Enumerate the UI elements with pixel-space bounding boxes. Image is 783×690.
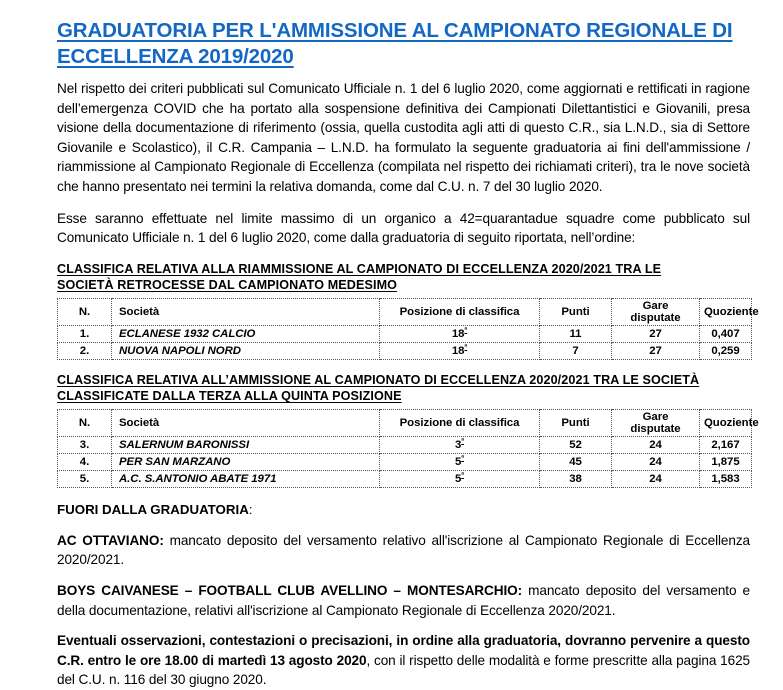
cell-n: 3. (58, 436, 112, 453)
cell-gare: 24 (612, 453, 700, 470)
excluded-entry-reason: mancato deposito del versamento e della documentazione, relativi all'iscrizione al Campionato Regionale di Eccellenza 2020/2021. (57, 582, 750, 618)
cell-quoziente: 1,875 (700, 453, 752, 470)
col-header-quoziente: Quoziente (700, 298, 752, 325)
col-header-posizione: Posizione di classifica (380, 298, 540, 325)
cell-punti: 11 (540, 325, 612, 342)
cell-gare: 24 (612, 470, 700, 487)
table-row (58, 342, 752, 359)
col-header-gare: Gare disputate (612, 298, 700, 325)
ordinal-indicator: ª (461, 435, 465, 445)
table-row (58, 436, 752, 453)
intro-paragraph-2: Esse saranno effettuate nel limite massimo di un organico a 42=quarantadue squadre come pubblicato sul Comunicato Ufficiale n. 1 del 6 luglio 2020, come dalla graduatoria di seguito riportata, nell’ordine: (57, 210, 750, 246)
col-header-quoziente: Quoziente (700, 409, 752, 436)
ordinal-indicator: ª (464, 341, 468, 351)
cell-quoziente: 1,583 (700, 470, 752, 487)
cell-gare: 27 (612, 342, 700, 359)
excluded-heading-label: FUORI DALLA GRADUATORIA (57, 501, 249, 517)
col-header-punti: Punti (540, 409, 612, 436)
posizione-value: 3 (454, 438, 462, 451)
page-title (57, 18, 750, 70)
cell-quoziente: 0,407 (700, 325, 752, 342)
table-riammissione (57, 298, 759, 360)
section-heading-riammissione-line-1: CLASSIFICA RELATIVA ALLA RIAMMISSIONE AL CAMPIONATO DI ECCELLENZA 2020/2021 TRA LE (57, 261, 662, 276)
section-heading-riammissione-line-2: SOCIETÀ RETROCESSE DAL CAMPIONATO MEDESIMO (57, 278, 398, 293)
cell-posizione (380, 325, 540, 342)
intro-paragraph-1: Nel rispetto dei criteri pubblicati sul Comunicato Ufficiale n. 1 del 6 luglio 2020, come aggiornati e rettificati in ragione dell’emergenza COVID che ha portato alla sospensione definitiva dei Campionati Dilettantistici e Giovanili, presa visione della documentazione di riferimento (ossia, quella custodita agli atti di questo C.R., sia L.N.D., sia di Settore Giovanile e Scolastico), il C.R. Campania – L.N.D. ha formulato la seguente graduatoria ai fini dell'ammissione / riammissione al Campionato Regionale di Eccellenza (compilata nel rispetto dei richiamati criteri), tra le nove società che hanno presentato nei termini la relativa domanda, come dal C.U. n. 7 del 30 luglio 2020. (57, 81, 750, 194)
ordinal-indicator: ª (461, 469, 465, 479)
posizione-value: 18 (451, 344, 465, 357)
table-row (58, 453, 752, 470)
excluded-heading-colon: : (248, 501, 253, 517)
page-title-line-1: GRADUATORIA PER L'AMMISSIONE AL CAMPIONATO REGIONALE DI (57, 19, 733, 42)
cell-posizione (380, 342, 540, 359)
posizione-value: 18 (451, 327, 465, 340)
col-header-n: N. (58, 409, 112, 436)
closing-bold-text: Eventuali osservazioni, contestazioni o precisazioni, in ordine alla graduatoria, dovranno pervenire a questo C.R. entro le ore 18.00 di martedì 13 agosto 2020 (57, 633, 750, 668)
table-header-row (58, 409, 752, 436)
cell-societa: NUOVA NAPOLI NORD (112, 342, 380, 359)
posizione-value: 5 (454, 455, 462, 468)
ordinal-indicator: ª (464, 324, 468, 334)
cell-posizione (380, 436, 540, 453)
cell-posizione (380, 453, 540, 470)
cell-n: 5. (58, 470, 112, 487)
cell-n: 2. (58, 342, 112, 359)
page-title-line-2: ECCELLENZA 2019/2020 (57, 45, 294, 68)
cell-n: 1. (58, 325, 112, 342)
section-heading-riammissione (57, 261, 750, 294)
col-header-gare: Gare disputate (612, 409, 700, 436)
table-header-row (58, 298, 752, 325)
excluded-entry-ottaviano (57, 531, 750, 570)
cell-societa: PER SAN MARZANO (112, 453, 380, 470)
excluded-entry-reason: mancato deposito del versamento relativo all'iscrizione al Campionato Regionale di Eccellenza 2020/2021. (57, 532, 751, 568)
cell-quoziente: 2,167 (700, 436, 752, 453)
excluded-entry-boys-caivanese (57, 581, 750, 620)
cell-punti: 52 (540, 436, 612, 453)
col-header-punti: Punti (540, 298, 612, 325)
excluded-entry-name: BOYS CAIVANESE – FOOTBALL CLUB AVELLINO – MONTESARCHIO: (57, 582, 523, 598)
col-header-posizione: Posizione di classifica (380, 409, 540, 436)
posizione-value: 5 (454, 472, 462, 485)
cell-societa: SALERNUM BARONISSI (112, 436, 380, 453)
col-header-n: N. (58, 298, 112, 325)
cell-punti: 38 (540, 470, 612, 487)
cell-gare: 27 (612, 325, 700, 342)
cell-gare: 24 (612, 436, 700, 453)
section-heading-ammissione-line-1: CLASSIFICA RELATIVA ALL’AMMISSIONE AL CAMPIONATO DI ECCELLENZA 2020/2021 TRA LE SOCIETÀ (57, 372, 700, 387)
cell-punti: 7 (540, 342, 612, 359)
closing-paragraph (57, 631, 750, 690)
table-ammissione (57, 409, 759, 488)
cell-quoziente: 0,259 (700, 342, 752, 359)
section-heading-ammissione-line-2: CLASSIFICATE DALLA TERZA ALLA QUINTA POSIZIONE (57, 389, 402, 404)
col-header-societa: Società (112, 409, 380, 436)
cell-posizione (380, 470, 540, 487)
col-header-societa: Società (112, 298, 380, 325)
table-row (58, 325, 752, 342)
ordinal-indicator: ª (461, 452, 465, 462)
section-heading-ammissione (57, 372, 750, 405)
excluded-heading (57, 500, 750, 519)
table-row (58, 470, 752, 487)
closing-normal-text: , con il rispetto delle modalità e forme prescritte alla pagina 1625 del C.U. n. 116 del 30 giugno 2020. (57, 652, 750, 688)
excluded-entry-name: AC OTTAVIANO: (57, 532, 164, 548)
cell-societa: A.C. S.ANTONIO ABATE 1971 (112, 470, 380, 487)
cell-societa: ECLANESE 1932 CALCIO (112, 325, 380, 342)
cell-n: 4. (58, 453, 112, 470)
cell-punti: 45 (540, 453, 612, 470)
